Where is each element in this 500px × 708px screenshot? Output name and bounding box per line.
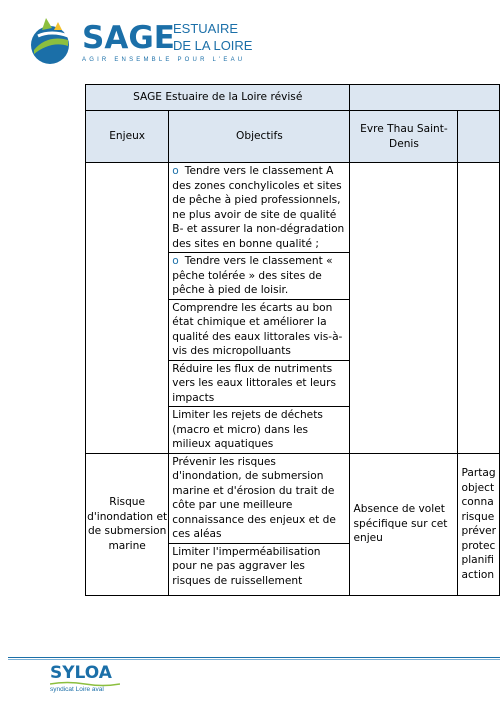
enjeu-risque-inondation: Risque d'inondation et de submersion marine	[86, 453, 169, 595]
sage-emblem-icon	[28, 14, 76, 72]
column-header-evre: Evre Thau Saint-Denis	[350, 111, 458, 163]
sage-logo-wordmark: SAGE	[82, 20, 175, 56]
next-column-clipped-cell	[458, 453, 500, 595]
sage-logo	[28, 14, 258, 72]
syloa-logo-subtitle: syndicat Loire aval	[50, 686, 104, 693]
clipped-line: risque	[461, 510, 495, 523]
objective-text: Comprendre les écarts au bon état chimique et améliorer la qualité des eaux littorales vis-à-vis des micropolluants	[172, 301, 343, 357]
comparison-table	[85, 84, 500, 596]
objective-item	[169, 253, 350, 300]
clipped-line: Partag	[461, 467, 496, 479]
evre-cell-empty	[350, 163, 458, 454]
objective-text: Prévenir les risques d'inondation, de submersion marine et d'érosion du trait de côte par une meilleure connaissance des enjeux et de ces aléas	[172, 455, 336, 540]
footer-divider	[8, 657, 500, 658]
clipped-line: object	[461, 481, 495, 494]
enjeu-cell-empty	[86, 163, 169, 454]
objective-text: Limiter les rejets de déchets (macro et micro) dans les milieux aquatiques	[172, 409, 323, 450]
sage-logo-tagline: AGIR ENSEMBLE POUR L'EAU	[82, 57, 246, 63]
table-title: SAGE Estuaire de la Loire révisé	[86, 85, 350, 111]
footer-divider-light	[8, 659, 500, 660]
clipped-line: action	[461, 568, 495, 581]
objective-item	[169, 163, 350, 253]
column-header-enjeux: Enjeux	[86, 111, 169, 163]
objective-text: Réduire les flux de nutriments vers les eaux littorales et leurs impacts	[172, 362, 336, 404]
objective-item	[169, 360, 350, 407]
next-cell-empty	[458, 163, 500, 454]
column-header-next	[458, 111, 500, 163]
syloa-logo	[50, 663, 130, 703]
bullet-marker: o	[172, 255, 179, 267]
objective-item	[169, 407, 350, 454]
objective-text: Tendre vers le classement A des zones conchylicoles et sites de pêche à pied professionnels, ne plus avoir de site de qualité B- et assurer la non-dégradation des sites en bonne qualité ;	[172, 165, 345, 250]
objective-text: Limiter l'imperméabilisation pour ne pas aggraver les risques de ruissellement	[172, 545, 321, 587]
column-header-objectifs: Objectifs	[169, 111, 350, 163]
clipped-line: planifi	[461, 554, 494, 566]
objective-text: Tendre vers le classement « pêche tolérée » des sites de pêche à pied de loisir.	[172, 255, 333, 296]
objective-item	[169, 453, 350, 543]
syloa-logo-wordmark: SYLOA	[50, 663, 112, 683]
bullet-marker: o	[172, 165, 179, 177]
clipped-line: conna	[461, 496, 494, 508]
clipped-line: préver	[461, 525, 496, 537]
objective-item	[169, 299, 350, 360]
evre-volet-cell: Absence de volet spécifique sur cet enjeu	[350, 453, 458, 595]
table-title-right-empty	[350, 85, 500, 111]
sage-logo-subtitle-1: ESTUAIRE	[173, 21, 239, 36]
sage-logo-subtitle-2: DE LA LOIRE	[173, 38, 253, 53]
clipped-line: protec	[461, 539, 496, 552]
objective-item	[169, 543, 350, 595]
